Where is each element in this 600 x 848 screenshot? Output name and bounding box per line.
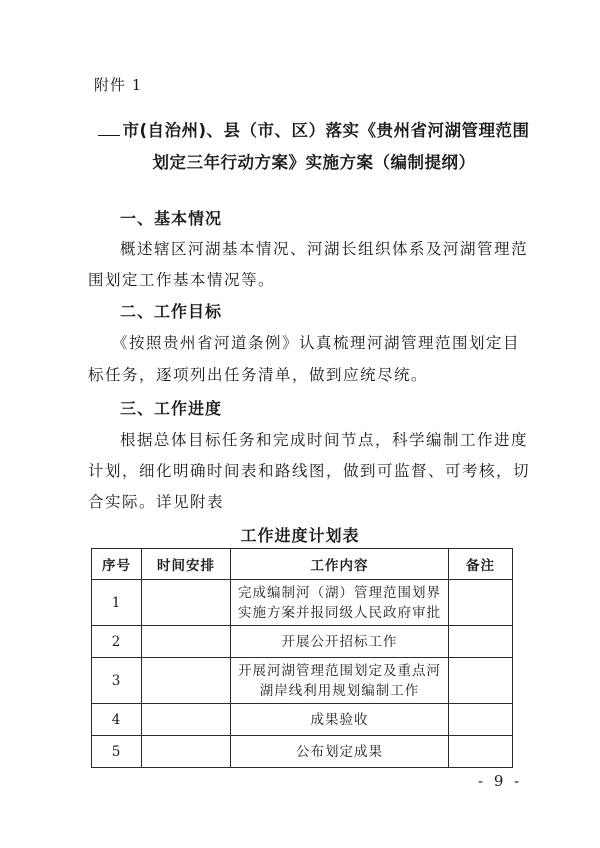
table-title: 工作进度计划表 xyxy=(240,526,360,545)
header-schedule: 时间安排 xyxy=(142,549,231,580)
section-basic-line-2: 围划定工作基本情况等。 xyxy=(88,271,276,289)
cell-schedule xyxy=(142,704,231,736)
cell-remarks xyxy=(449,658,513,704)
cell-remarks xyxy=(449,736,513,768)
cell-seq-no: 2 xyxy=(92,626,142,658)
document-title-line-1 xyxy=(94,117,534,141)
cell-schedule xyxy=(142,626,231,658)
table-header-row xyxy=(92,549,513,580)
cell-seq-no: 3 xyxy=(92,658,142,704)
attachment-label: 附件 1 xyxy=(94,76,143,94)
cell-work-content: 完成编制河（湖）管理范围划界实施方案并报同级人民政府审批 xyxy=(231,580,449,626)
section-heading-goals: 二、工作目标 xyxy=(120,302,223,321)
document-title-line-2: 划定三年行动方案》实施方案（编制提纲） xyxy=(152,153,476,172)
cell-schedule xyxy=(142,580,231,626)
table-row xyxy=(92,580,513,626)
cell-seq-no: 4 xyxy=(92,704,142,736)
progress-plan-table xyxy=(91,548,513,768)
header-work-content: 工作内容 xyxy=(231,549,449,580)
section-progress-line-1: 根据总体目标任务和完成时间节点，科学编制工作进度 xyxy=(120,431,529,449)
table-row xyxy=(92,626,513,658)
header-seq-no: 序号 xyxy=(92,549,142,580)
section-progress-line-3: 合实际。详见附表 xyxy=(88,493,225,511)
table-row xyxy=(92,736,513,768)
section-progress-line-2: 计划，细化明确时间表和路线图，做到可监督、可考核，切 xyxy=(88,462,531,480)
cell-seq-no: 1 xyxy=(92,580,142,626)
page-number: - 9 - xyxy=(478,772,523,790)
header-remarks: 备注 xyxy=(449,549,513,580)
cell-schedule xyxy=(142,736,231,768)
cell-seq-no: 5 xyxy=(92,736,142,768)
cell-schedule xyxy=(142,658,231,704)
cell-remarks xyxy=(449,580,513,626)
cell-work-content: 成果验收 xyxy=(231,704,449,736)
cell-work-content: 公布划定成果 xyxy=(231,736,449,768)
table-row xyxy=(92,704,513,736)
fill-in-blank xyxy=(98,121,120,136)
section-goals-line-1: 《按照贵州省河道条例》认真梳理河湖管理范围划定目 xyxy=(112,334,521,352)
section-basic-line-1: 概述辖区河湖基本情况、河湖长组织体系及河湖管理范 xyxy=(120,240,529,258)
cell-remarks xyxy=(449,626,513,658)
cell-work-content: 开展公开招标工作 xyxy=(231,626,449,658)
cell-remarks xyxy=(449,704,513,736)
cell-work-content: 开展河湖管理范围划定及重点河湖岸线利用规划编制工作 xyxy=(231,658,449,704)
table-row xyxy=(92,658,513,704)
section-heading-basic: 一、基本情况 xyxy=(120,209,223,228)
section-heading-progress: 三、工作进度 xyxy=(120,399,223,418)
section-goals-line-2: 标任务，逐项列出任务清单，做到应统尽统。 xyxy=(88,366,429,384)
title-text-1: 市(自治州)、县（市、区）落实《贵州省河湖管理范围 xyxy=(122,121,530,140)
